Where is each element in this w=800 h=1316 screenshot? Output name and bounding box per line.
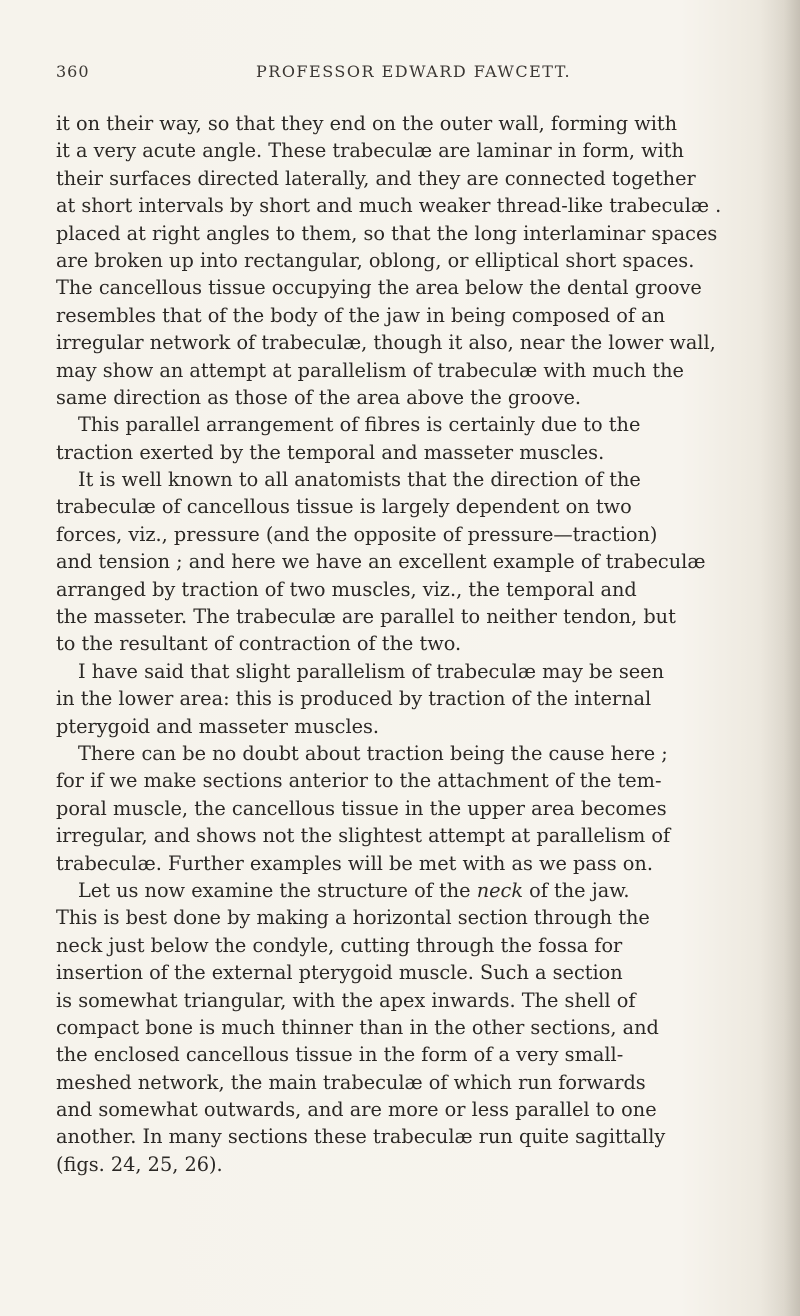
- text-line: the masseter. The trabeculæ are parallel to neither tendon, but: [56, 605, 676, 629]
- text-line: The cancellous tissue occupying the area below the dental groove: [56, 276, 702, 300]
- text-line: at short intervals by short and much weaker thread-like trabeculæ .: [56, 194, 722, 218]
- paragraph-start: It is well known to all anatomists that the direction of the: [78, 468, 641, 492]
- text-line: neck just below the condyle, cutting through the fossa for: [56, 933, 623, 957]
- text-line: trabeculæ of cancellous tissue is largely dependent on two: [56, 495, 632, 519]
- text-line: placed at right angles to them, so that the long interlaminar spaces: [56, 221, 718, 245]
- paragraph-start: I have said that slight parallelism of trabeculæ may be seen: [78, 659, 664, 683]
- text-line: may show an attempt at parallelism of trabeculæ with much the: [56, 358, 684, 382]
- text-line: their surfaces directed laterally, and they are connected together: [56, 166, 696, 190]
- paragraph-start: There can be no doubt about traction being the cause here ;: [78, 741, 668, 765]
- text-line: resembles that of the body of the jaw in being composed of an: [56, 303, 666, 327]
- text-line: poral muscle, the cancellous tissue in the upper area becomes: [56, 796, 667, 820]
- text-line: the enclosed cancellous tissue in the form of a very small-: [56, 1043, 624, 1067]
- text-line: same direction as those of the area above the groove.: [56, 385, 582, 409]
- text-line: arranged by traction of two muscles, viz., the temporal and: [56, 577, 637, 601]
- text-line: This is best done by making a horizontal section through the: [56, 906, 650, 930]
- text-line: to the resultant of contraction of the two.: [56, 632, 462, 656]
- text-line: insertion of the external pterygoid muscle. Such a section: [56, 961, 623, 985]
- text-line: are broken up into rectangular, oblong, or elliptical short spaces.: [56, 248, 695, 272]
- text-line: compact bone is much thinner than in the other sections, and: [56, 1015, 659, 1039]
- text-segment: Let us now examine the structure of the: [78, 878, 471, 902]
- text-line: forces, viz., pressure (and the opposite of pressure—traction): [56, 522, 658, 546]
- text-line: pterygoid and masseter muscles.: [56, 714, 380, 738]
- page-header: [56, 62, 746, 88]
- text-line: traction exerted by the temporal and masseter muscles.: [56, 440, 605, 464]
- text-line: in the lower area: this is produced by traction of the internal: [56, 687, 652, 711]
- italic-term: neck: [476, 878, 523, 902]
- text-line: it on their way, so that they end on the outer wall, forming with: [56, 112, 678, 135]
- running-head: PROFESSOR EDWARD FAWCETT.: [256, 62, 572, 81]
- page-number: 360: [56, 62, 90, 81]
- text-line: and somewhat outwards, and are more or less parallel to one: [56, 1098, 657, 1122]
- page-edge-shadow: [760, 0, 800, 1316]
- paragraph-start: This parallel arrangement of fibres is certainly due to the: [78, 413, 641, 437]
- text-line: for if we make sections anterior to the attachment of the tem-: [56, 769, 662, 793]
- paragraph-start: [56, 877, 766, 904]
- text-line: it a very acute angle. These trabeculæ are laminar in form, with: [56, 139, 684, 163]
- text-line: and tension ; and here we have an excellent example of trabeculæ: [56, 550, 706, 574]
- text-line: trabeculæ. Further examples will be met with as we pass on.: [56, 851, 653, 875]
- text-line: irregular network of trabeculæ, though it also, near the lower wall,: [56, 331, 716, 355]
- text-line: is somewhat triangular, with the apex inwards. The shell of: [56, 988, 636, 1012]
- text-line: meshed network, the main trabeculæ of which run forwards: [56, 1070, 646, 1094]
- text-line: irregular, and shows not the slightest attempt at parallelism of: [56, 824, 671, 848]
- text-line: another. In many sections these trabeculæ run quite sagittally: [56, 1125, 666, 1149]
- text-line: (figs. 24, 25, 26).: [56, 1152, 223, 1176]
- body-text: [56, 110, 766, 1178]
- text-segment: of the jaw.: [529, 878, 630, 902]
